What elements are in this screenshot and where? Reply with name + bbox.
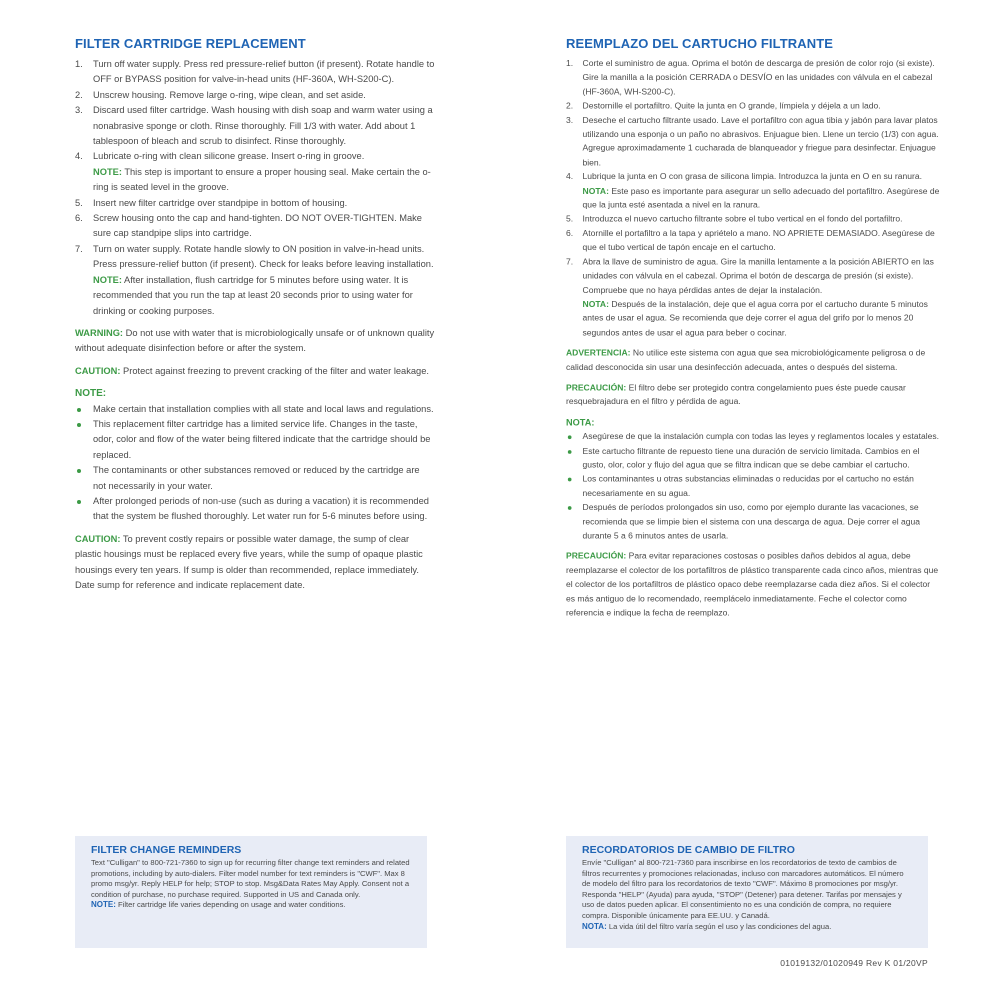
note-item: Asegúrese de que la instalación cumpla con todas las leyes y reglamentos locales y estatales.: [566, 430, 941, 444]
reminder-text: Envíe "Culligan" al 800-721-7360 para inscribirse en los recordatorios de texto de cambios de filtros recurrentes y promociones relacionadas, incluso con marcadores automáticos. El número de modelo del filtro para los recordatorios de texto "CWF". Máximo 8 promociones por msg/yr. Responda "HELP" (Ayuda) para ayuda, "STOP" (Detener) para detener. Tarifas por mensajes y uso de datos pueden aplicar. El consentimiento no es una condición de compra, no requiere compra. Disponible únicamente para EE.UU. y Canadá. NOTA: La vida útil del filtro varía según el uso y las condiciones del agua.: [582, 858, 914, 932]
step-item: 6. Screw housing onto the cap and hand-tighten. DO NOT OVER-TIGHTEN. Make sure cap standpipe slips into cartridge.: [75, 213, 422, 239]
filter-change-reminders-box: [75, 836, 427, 948]
reminder-title: RECORDATORIOS DE CAMBIO DE FILTRO: [582, 844, 795, 856]
step-list: [566, 57, 941, 340]
step-item: 7. Turn on water supply. Rotate handle slowly to ON position in valve-in-head units. Press pressure-relief button (if present). Check for leaks before leaving installation. NOTE: After installation, flush cartridge for 5 minutes before using water. It is recommended that you run the tap at least 20 seconds prior to using water for drinking or cooking purposes.: [75, 242, 435, 319]
caution-paragraph: PRECAUCIÓN: El filtro debe ser protegido contra congelamiento pues éste puede causar resquebrajadura en el filtro y pérdida de agua.: [566, 383, 906, 407]
note-item: After prolonged periods of non-use (such as during a vacation) it is recommended that the system be flushed thoroughly. Let water run for 5-6 minutes before using.: [75, 494, 435, 525]
reminder-note: NOTE: Filter cartridge life varies depending on usage and water conditions.: [91, 900, 346, 910]
step-item: 6. Atornille el portafiltro a la tapa y apriételo a mano. NO APRIETE DEMASIADO. Asegúrese de que el tubo vertical de tapón encaje en el cartucho.: [566, 228, 935, 252]
note-item: Después de períodos prolongados sin uso, como por ejemplo durante las vacaciones, se recomienda que se limpie bien el sistema con una descarga de agua. Deje correr el agua durante 5 a 6 minutos antes de usarla.: [566, 501, 941, 543]
document-code: 01019132/01020949 Rev K 01/20VP: [780, 958, 928, 968]
reminder-text: Text "Culligan" to 800-721-7360 to sign up for recurring filter change text reminders and related promotions, including by auto-dialers. Filter model number for text reminders is "CWF". Max 8 promo msg/yr. Reply HELP for help; STOP to stop. Msg&Data Rates May Apply. Consent not a condition of purchase, no purchase required. Supported in US and Canada only. NOTE: Filter cartridge life varies depending on usage and water conditions.: [91, 858, 413, 911]
note-item: This replacement filter cartridge has a limited service life. Changes in the taste, odor, color and flow of the water being filtered indicate that the cartridge should be replaced.: [75, 417, 435, 463]
caution-sump-paragraph: PRECAUCIÓN: Para evitar reparaciones costosas o posibles daños debidos al agua, debe reemplazarse el colector de los portafiltros de plástico transparente cada cinco años, mientras que el colector de los portafiltros de plástico opaco debe reemplazarse cada diez años. Si el colector es más antiguo de lo recomendado, reemplácelo inmediatamente. Feche el colector como referencia e indique la fecha de reemplazo.: [566, 551, 939, 618]
step-item: 4. Lubrique la junta en O con grasa de silicona limpia. Introduzca la junta en O en su ranura. NOTA: Este paso es importante para asegurar un sello adecuado del portafiltro. Asegúrese de que la junta esté asentada a nivel en la ranura.: [566, 170, 941, 212]
note-item: Los contaminantes u otras substancias eliminadas o reducidas por el cartucho no están necesariamente en su agua.: [566, 473, 941, 501]
step-item: 7. Abra la llave de suministro de agua. Gire la manilla lentamente a la posición ABIERTO en las unidades con válvula en el cabezal. Oprima el botón de descarga de presión (si existe). Compruebe que no haya pérdidas antes de dejar la instalación. NOTA: Después de la instalación, deje que el agua corra por el cartucho durante 5 minutos antes de usar el agua. Se recomienda que deje correr el agua del grifo por lo menos 20 segundos antes de usar el agua para beber o cocinar.: [566, 255, 941, 340]
step-item: 3. Deseche el cartucho filtrante usado. Lave el portafiltro con agua tibia y jabón para lavar platos utilizando una esponja o un paño no abrasivos. Enjuague bien. Llene un tercio (1/3) con agua. Agregue aproximadamente 1 cucharada de blanqueador y friegue para desinfectar. Enjuague bien.: [566, 115, 939, 168]
step-note: NOTE: This step is important to ensure a proper housing seal. Make certain the o-ring is seated level in the groove.: [93, 166, 431, 193]
step-note: NOTA: Después de la instalación, deje que el agua corra por el cartucho durante 5 minutos antes de usar el agua. Se recomienda que deje correr el agua del grifo por lo menos 20 segundos antes de usar el agua para beber o cocinar.: [582, 299, 928, 337]
caution-sump-paragraph: CAUTION: To prevent costly repairs or possible water damage, the sump of clear plastic housings must be replaced every five years, while the sump of opaque plastic housings every ten years. If sump is older than recommended, replace immediately. Date sump for reference and indicate replacement date.: [75, 533, 423, 590]
warning-paragraph: ADVERTENCIA: No utilice este sistema con agua que sea microbiológicamente peligrosa o de calidad desconocida sin usar una desinfección adecuada, antes o después del sistema.: [566, 348, 926, 372]
step-note: NOTA: Este paso es importante para asegurar un sello adecuado del portafiltro. Asegúrese de que la junta esté asentada a nivel en la ranura.: [582, 186, 940, 210]
step-note: NOTE: After installation, flush cartridge for 5 minutes before using water. It is recommended that you run the tap at least 20 seconds prior to using water for drinking or cooking purposes.: [93, 274, 413, 316]
step-item: 3. Discard used filter cartridge. Wash housing with dish soap and warm water using a nonabrasive sponge or cloth. Rinse thoroughly. Fill 1/3 with water. Add about 1 tablespoon of bleach and scrub to disinfect. Rinse thoroughly.: [75, 105, 433, 147]
filter-change-reminders-box-es: [566, 836, 928, 948]
step-item: 1. Turn off water supply. Press red pressure-relief button (if present). Rotate handle to OFF or BYPASS position for valve-in-head units (HF-360A, WH-S200-C).: [75, 59, 435, 85]
step-item: 1. Corte el suministro de agua. Oprima el botón de descarga de presión de color rojo (si existe). Gire la manilla a la posición CERRADA o DESVÍO en las unidades con válvula en el cabezal (HF-360A, WH-S200-C).: [566, 58, 935, 97]
reminder-title: FILTER CHANGE REMINDERS: [91, 844, 242, 856]
note-heading: NOTA:: [566, 417, 595, 428]
note-item: The contaminants or other substances removed or reduced by the cartridge are not necessarily in your water.: [75, 463, 435, 494]
note-item: Make certain that installation complies with all state and local laws and regulations.: [75, 402, 435, 417]
page-title: FILTER CARTRIDGE REPLACEMENT: [75, 36, 306, 51]
step-item: 4. Lubricate o-ring with clean silicone grease. Insert o-ring in groove. NOTE: This step is important to ensure a proper housing seal. Make certain the o-ring is seated level in the groove.: [75, 149, 435, 195]
reminder-note: NOTA: La vida útil del filtro varía según el uso y las condiciones del agua.: [582, 921, 832, 931]
warning-paragraph: WARNING: Do not use with water that is microbiologically unsafe or of unknown quality without adequate disinfection before or after the system.: [75, 327, 435, 354]
spanish-body: [566, 57, 941, 620]
step-item: 5. Insert new filter cartridge over standpipe in bottom of housing.: [75, 197, 348, 208]
spanish-column: [566, 36, 941, 670]
note-item: Este cartucho filtrante de repuesto tiene una duración de servicio limitada. Cambios en el gusto, olor, color y flujo del agua que se filtra indican que se debe cambiar el cartucho.: [566, 444, 941, 472]
step-item: 5. Introduzca el nuevo cartucho filtrante sobre el tubo vertical en el fondo del portafiltro.: [566, 214, 903, 224]
note-list: [566, 430, 941, 543]
step-item: 2. Unscrew housing. Remove large o-ring, wipe clean, and set aside.: [75, 89, 366, 100]
page-title-es: REEMPLAZO DEL CARTUCHO FILTRANTE: [566, 36, 834, 51]
note-heading: NOTE:: [75, 388, 107, 400]
caution-paragraph: CAUTION: Protect against freezing to prevent cracking of the filter and water leakage.: [75, 365, 429, 376]
english-column: [75, 36, 435, 593]
english-body: [75, 57, 435, 593]
note-list: [75, 402, 435, 525]
step-item: 2. Destornille el portafiltro. Quite la junta en O grande, límpiela y déjela a un lado.: [566, 101, 881, 111]
step-list: [75, 57, 435, 319]
